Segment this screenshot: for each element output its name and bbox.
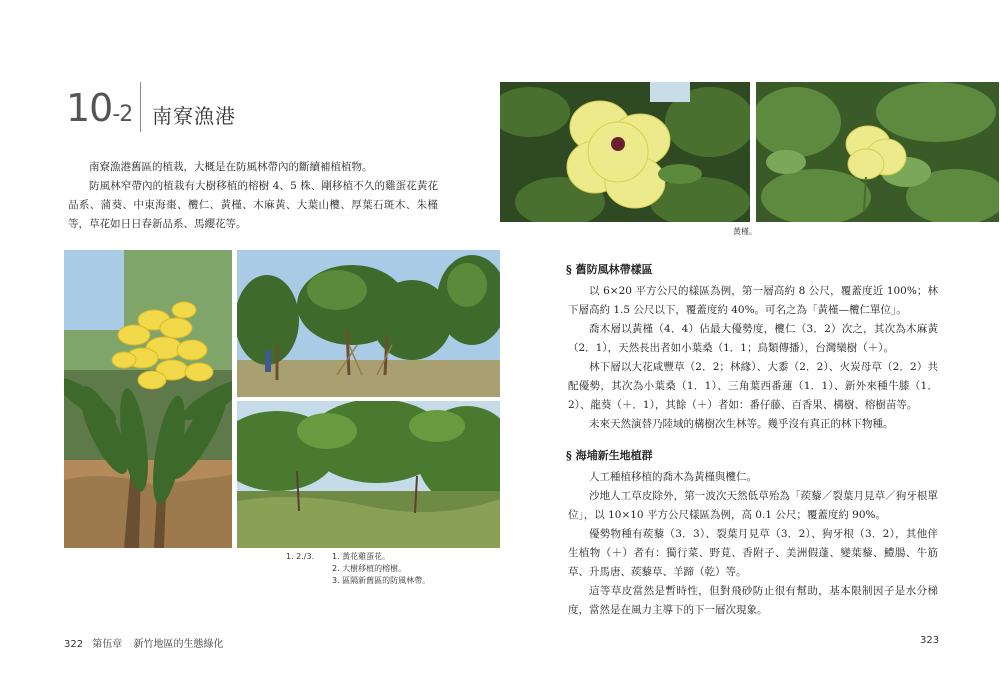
old-windbreak-paragraph-4: 未來天然演替乃陸域的構樹次生林等。幾乎沒有真正的林下物種。 xyxy=(589,418,894,430)
caption-item-3: 3. 區隔新舊區的防風林帶。 xyxy=(332,576,431,585)
right-body-text xyxy=(568,260,938,620)
chapter-title: 新竹地區的生態綠化 xyxy=(133,639,224,650)
photo-banyan-transplant xyxy=(237,250,500,397)
reclaimed-land-paragraph-1: 人工種植移植的喬木為黃槿與欖仁。 xyxy=(589,471,757,483)
section-heading-old-windbreak: § 舊防風林帶樣區 xyxy=(566,263,653,276)
page-number-left: 322 xyxy=(64,639,84,650)
page-number-right: 323 xyxy=(920,635,940,646)
photo-caption-list xyxy=(332,551,430,587)
header-divider xyxy=(140,82,141,132)
intro-text xyxy=(68,158,438,234)
reclaimed-land-paragraph-2: 沙地人工草皮除外，第一波次天然低草殆為「蒺藜／裂葉月見草／狗牙根單位」，以 10×10 平方公尺樣區為例，高 0.1 公尺；覆蓋度約 90%。 xyxy=(568,490,938,521)
old-windbreak-paragraph-1: 以 6×20 平方公尺的樣區為例，第一層高約 8 公尺，覆蓋度近 100%；林下層高約 1.5 公尺以下，覆蓋度約 40%。可名之為「黃槿—欖仁單位」。 xyxy=(568,285,938,316)
caption-number-key: 1. 2./3. xyxy=(286,552,315,561)
chapter-label: 第伍章 xyxy=(92,639,123,650)
intro-paragraph-2: 防風林窄帶內的植栽有大樹移植的榕樹 4、5 株、剛移植不久的雞蛋花黃花品系、蒲葵、中東海棗、欖仁、黃槿、木麻黃、大葉山欖、厚葉石斑木、朱槿等，草花如日日春新品系、馬纓花等。 xyxy=(68,180,438,230)
caption-item-2: 2. 大樹移植的榕樹。 xyxy=(332,564,407,573)
old-windbreak-paragraph-3: 林下層以大花咸豐草（2．2；林緣）、大黍（2．2）、火炭母草（2．2）共配優勢，其次為小葉桑（1．1）、三角葉西番蓮（1．1）、新外來種牛膝（1．2）、龍葵（＋．1），其餘（＋）者如：番仔藤、百香果、構樹、榕樹苗等。 xyxy=(568,361,938,411)
hibiscus-caption: 黃槿。 xyxy=(733,227,757,236)
reclaimed-land-paragraph-3: 優勢物種有蒺藜（3．3）、裂葉月見草（3．2）、狗牙根（3．2），其他伴生植物（＋）者有：獨行菜、野莧、香附子、美洲假蓬、變葉藜、鱧腸、牛筋草、升馬唐、蒺藜草、羊蹄（乾）等。 xyxy=(568,528,938,578)
reclaimed-land-paragraph-4: 這等草皮當然是暫時性，但對飛砂防止很有幫助，基本限制因子是水分梯度，當然是在風力主導下的下一層次現象。 xyxy=(568,585,938,616)
photo-hibiscus-1 xyxy=(500,82,750,222)
section-gap xyxy=(568,434,938,446)
old-windbreak-paragraph-2: 喬木層以黃槿（4．4）佔最大優勢度，欖仁（3．2）次之，其次為木麻黃（2．1），天然長出者如小葉桑（1．1；鳥類傳播），台灣欒樹（＋）。 xyxy=(568,323,938,354)
section-number: 10-2 xyxy=(66,86,133,130)
caption-item-1: 1. 黃花雞蛋花。 xyxy=(332,552,391,561)
photo-frangipani xyxy=(64,250,232,548)
section-heading-reclaimed-land: § 海埔新生地植群 xyxy=(566,449,653,462)
footer-left xyxy=(64,635,223,650)
photo-hibiscus-2 xyxy=(756,82,999,222)
section-sub-number: -2 xyxy=(112,102,133,127)
intro-paragraph-1: 南寮漁港舊區的植栽，大概是在防風林帶內的斷續補植植物。 xyxy=(89,161,373,173)
section-title: 南寮漁港 xyxy=(152,104,236,128)
photo-windbreak-belt xyxy=(237,401,500,548)
